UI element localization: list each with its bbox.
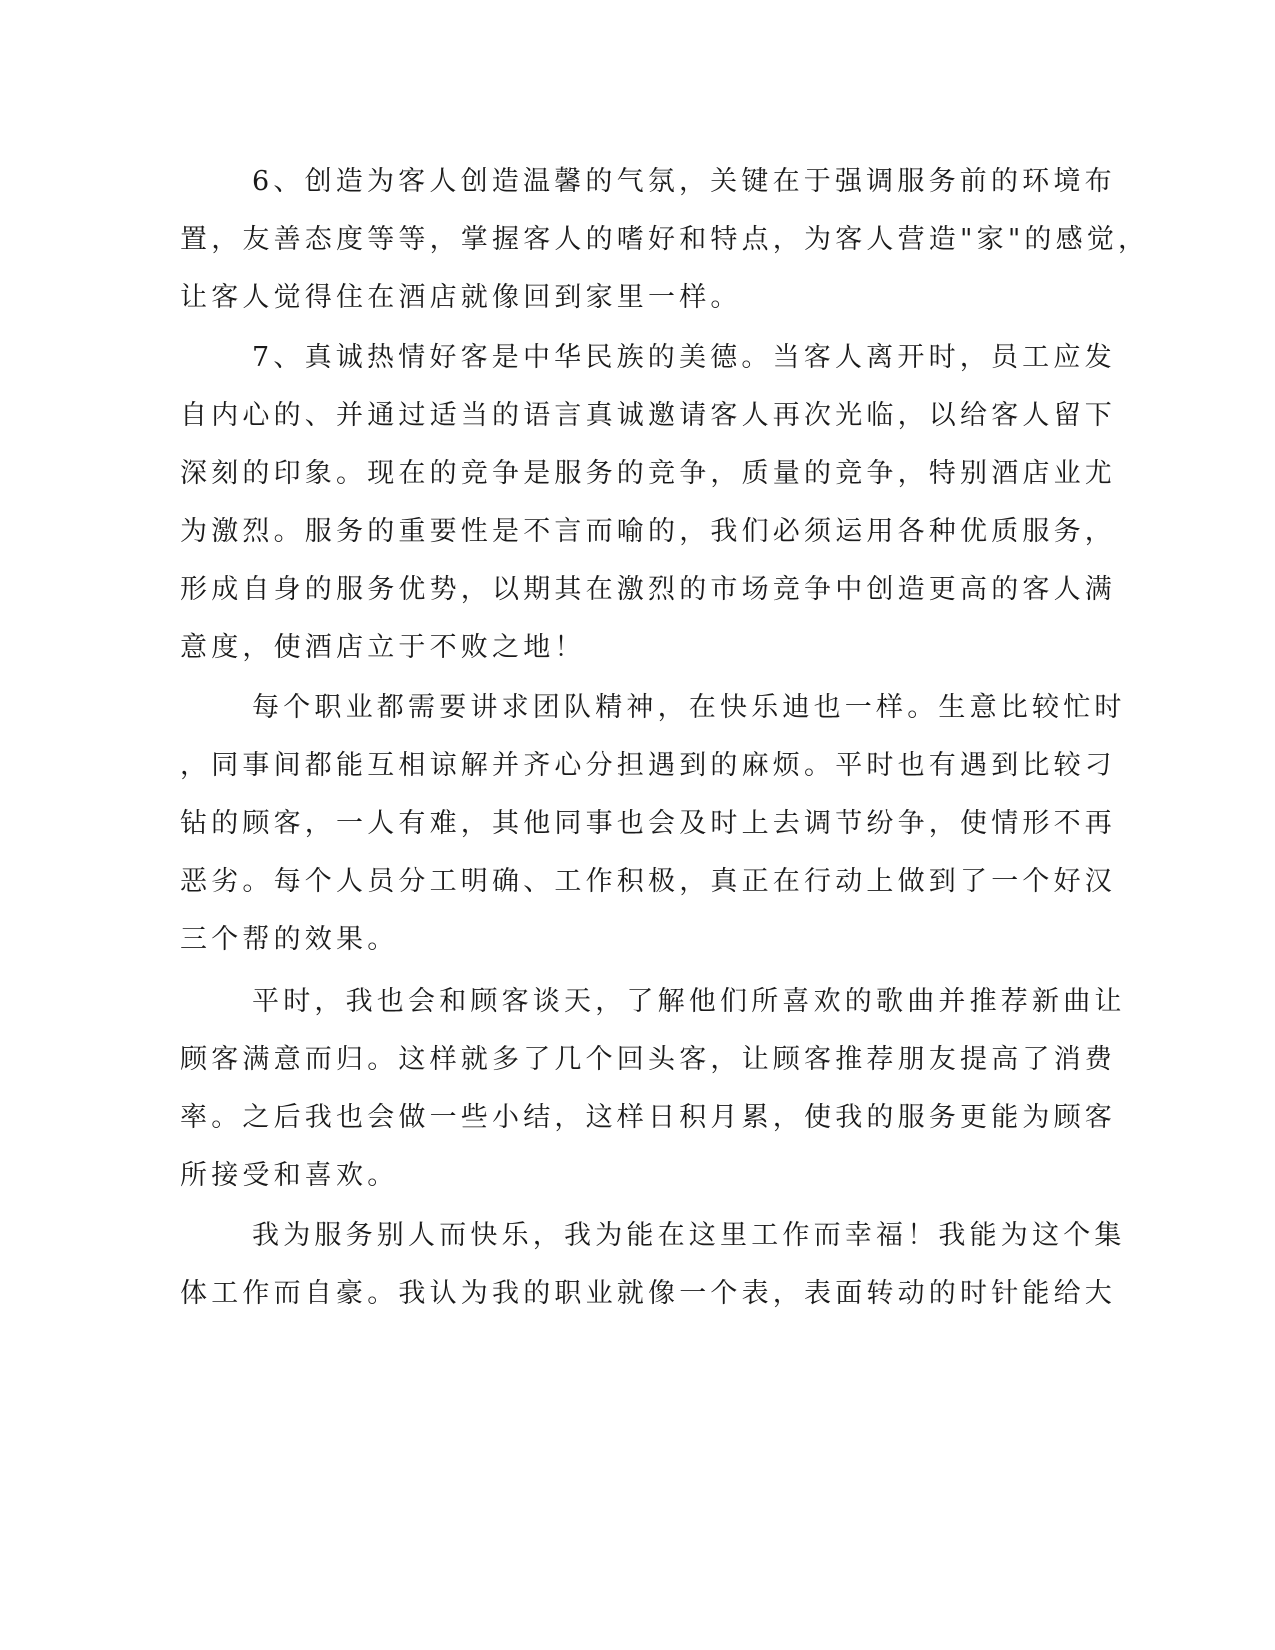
- paragraph-10-line-1: 我为服务别人而快乐，我为能在这里工作而幸福！我能为这个集: [252, 1220, 1126, 1251]
- paragraph-8-line-2: ，同事间都能互相谅解并齐心分担遇到的麻烦。平时也有遇到比较刁: [180, 750, 1116, 781]
- paragraph-7-line-1: 7、真诚热情好客是中华民族的美德。当客人离开时，员工应发: [252, 342, 1116, 373]
- paragraph-6-line-2: 置，友善态度等等，掌握客人的嗜好和特点，为客人营造"家"的感觉，: [180, 224, 1150, 255]
- paragraph-9-line-3: 率。之后我也会做一些小结，这样日积月累，使我的服务更能为顾客: [180, 1102, 1116, 1133]
- paragraph-9-line-2: 顾客满意而归。这样就多了几个回头客，让顾客推荐朋友提高了消费: [180, 1044, 1116, 1075]
- paragraph-6-line-3: 让客人觉得住在酒店就像回到家里一样。: [180, 282, 742, 313]
- paragraph-8-line-1: 每个职业都需要讲求团队精神，在快乐迪也一样。生意比较忙时: [252, 692, 1126, 723]
- paragraph-7-line-5: 形成自身的服务优势，以期其在激烈的市场竞争中创造更高的客人满: [180, 574, 1116, 605]
- paragraph-7-line-2: 自内心的、并通过适当的语言真诚邀请客人再次光临，以给客人留下: [180, 400, 1116, 431]
- paragraph-9-line-1: 平时，我也会和顾客谈天，了解他们所喜欢的歌曲并推荐新曲让: [252, 986, 1126, 1017]
- paragraph-8-line-5: 三个帮的效果。: [180, 924, 399, 955]
- paragraph-6-line-1: 6、创造为客人创造温馨的气氛，关键在于强调服务前的环境布: [252, 166, 1116, 197]
- paragraph-8-line-3: 钻的顾客，一人有难，其他同事也会及时上去调节纷争，使情形不再: [180, 808, 1116, 839]
- paragraph-7-line-3: 深刻的印象。现在的竞争是服务的竞争，质量的竞争，特别酒店业尤: [180, 458, 1116, 489]
- paragraph-8-line-4: 恶劣。每个人员分工明确、工作积极，真正在行动上做到了一个好汉: [180, 866, 1116, 897]
- paragraph-9-line-4: 所接受和喜欢。: [180, 1160, 399, 1191]
- paragraph-7-line-6: 意度，使酒店立于不败之地！: [180, 632, 586, 663]
- paragraph-7-line-4: 为激烈。服务的重要性是不言而喻的，我们必须运用各种优质服务，: [180, 516, 1116, 547]
- paragraph-10-line-2: 体工作而自豪。我认为我的职业就像一个表，表面转动的时针能给大: [180, 1278, 1116, 1309]
